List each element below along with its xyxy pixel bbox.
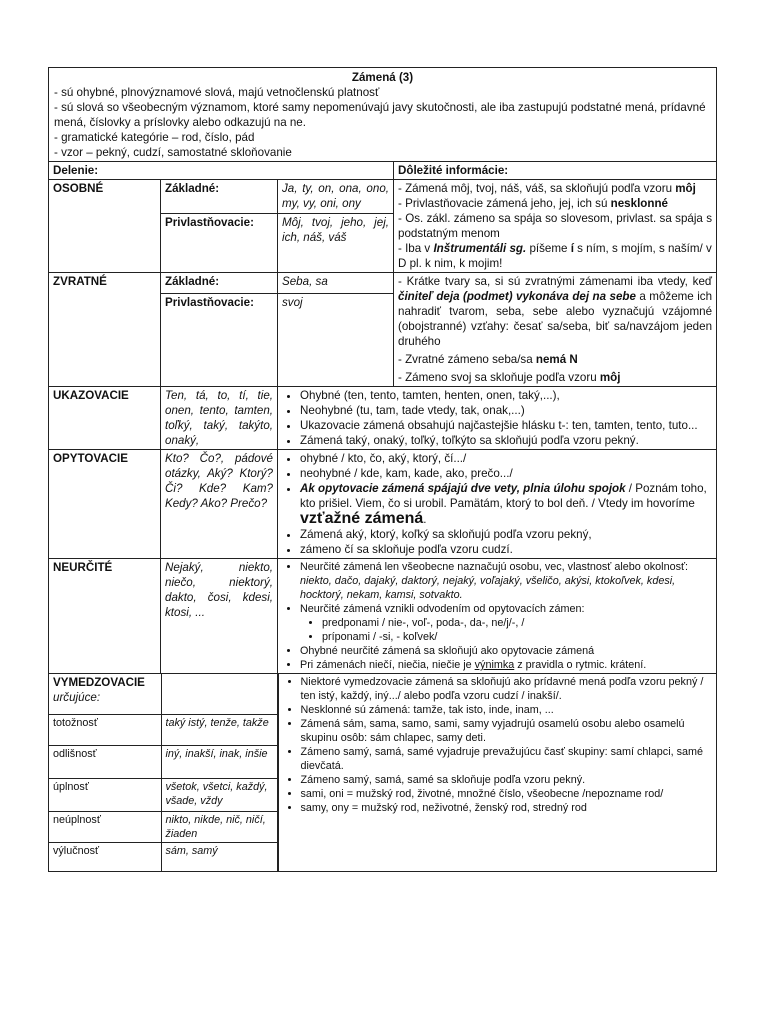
intro-line: - sú slová so všeobecným významom, ktoré samy nepomenúvajú javy skutočnosti, ale iba zastupujú podstatné mená, prídavné mená, číslovky a príslovky alebo odkazujú na ne.	[54, 101, 706, 129]
list-item: • samy, ony = mužský rod, neživotné, ženský rod, stredný rod	[301, 801, 713, 815]
vymedzovacie-examples: všetok, všetci, každý, všade, vždy	[161, 779, 278, 812]
zvratne-zakladne-examples: Seba, sa	[278, 273, 394, 294]
neurcite-b4a: Pri zámenách niečí, niečia, niečie je	[300, 659, 475, 671]
osobne-label: OSOBNÉ	[49, 180, 161, 273]
osobne-info-4d: í	[570, 242, 574, 255]
osobne-zakladne-label: Základné:	[161, 180, 278, 214]
osobne-info-4c: píšeme	[526, 242, 571, 255]
intro-row	[49, 68, 717, 162]
zvratne-label: ZVRATNÉ	[49, 273, 161, 387]
list-item: • Niektoré vymedzovacie zámená sa skloňujú ako prídavné mená podľa vzoru pekný / ten istý, každý, iný.../ alebo podľa vzoru cudzí / inakší/.	[301, 675, 713, 703]
vymedzovacie-label: VYMEDZOVACIE	[53, 676, 145, 689]
zvratne-info-2: - Zvratné zámeno seba/sa	[398, 353, 536, 366]
vymedzovacie-subtable	[49, 674, 278, 871]
neurcite-info	[278, 559, 717, 674]
header-delenie: Delenie:	[49, 162, 394, 180]
neurcite-b1b: niekto, dačo, dajaký, daktorý, nejaký, voľajaký, všeličo, akýsi, ktokoľvek, kdesi, hocktorý, nekam, kamsi, sotvakto.	[300, 575, 676, 601]
header-info: Dôležité informácie:	[394, 162, 717, 180]
vymedzovacie-empty	[161, 674, 278, 715]
zvratne-info	[394, 273, 717, 387]
vymedzovacie-left	[49, 674, 278, 872]
neurcite-label: NEURČITÉ	[49, 559, 161, 674]
vymedzovacie-examples: taký istý, tenže, takže	[161, 715, 278, 746]
list-item	[300, 658, 712, 672]
list-item: • ohybné / kto, čo, aký, ktorý, čí.../	[300, 451, 712, 466]
vymedzovacie-type: výlučnosť	[49, 843, 161, 872]
ukazovacie-info	[278, 387, 717, 450]
zvratne-info-3-bold: môj	[599, 371, 621, 384]
osobne-info-4a: - Iba v	[398, 242, 434, 255]
page-title: Zámená (3)	[351, 71, 414, 84]
list-item: • Nesklonné sú zámená: tamže, tak isto, inde, inam, ...	[301, 703, 713, 717]
vymedzovacie-type: odlišnosť	[49, 746, 161, 779]
osobne-info-1-bold: môj	[675, 182, 696, 195]
zvratne-zakladne-label: Základné:	[161, 273, 278, 294]
neurcite-b4c: z pravidla o rytmic. krátení.	[514, 659, 647, 671]
intro-line: - sú ohybné, plnovýznamové slová, majú vetnočlenskú platnosť	[54, 86, 380, 99]
osobne-privl-label: Privlastňovacie:	[161, 214, 278, 273]
zvratne-info-3: - Zámeno svoj sa skloňuje podľa vzoru	[398, 371, 600, 384]
opytovacie-b3a: Ak opytovacie zámená spájajú dve vety, plnia úlohu spojok	[300, 482, 626, 495]
list-item: • zámeno čí sa skloňuje podľa vzoru cudzí.	[300, 542, 712, 557]
list-item	[300, 481, 712, 527]
opytovacie-info	[278, 450, 717, 559]
vymedzovacie-sublabel: určujúce:	[53, 691, 101, 704]
osobne-privl-examples: Môj, tvoj, jeho, jej, ich, náš, váš	[278, 214, 394, 273]
osobne-info-2: - Privlastňovacie zámená jeho, jej, ich sú	[398, 197, 611, 210]
vymedzovacie-examples: nikto, nikde, nič, ničí, žiaden	[161, 812, 278, 843]
list-item: • Neurčité zámená vznikli odvodením od opytovacích zámen:	[300, 602, 712, 616]
neurcite-examples: Nejaký, niekto, niečo, niektorý, dakto, čosi, kdesi, ktosi, ...	[161, 559, 278, 674]
list-item: • Zámená sám, sama, samo, sami, samy vyjadrujú osamelú osobu alebo osamelú skupinu osôb: sám chlapec, samy deti.	[301, 717, 713, 745]
neurcite-row	[49, 559, 717, 674]
osobne-info	[394, 180, 717, 273]
vymedzovacie-type: neúplnosť	[49, 812, 161, 843]
zvratne-info-1a: - Krátke tvary sa, si sú zvratnými zámenami iba vtedy, keď	[398, 275, 713, 288]
vymedzovacie-examples: iný, inakší, inak, inšie	[161, 746, 278, 779]
ukazovacie-examples: Ten, tá, to, tí, tie, onen, tento, tamten, toľký, taký, takýto, onaký,	[161, 387, 278, 450]
list-item: • príponami / -si, - koľvek/	[322, 630, 712, 644]
zvratne-privl-label: Privlastňovacie:	[161, 294, 278, 387]
document-page	[48, 67, 716, 872]
osobne-info-4b: Inštrumentáli sg.	[433, 242, 527, 255]
osobne-info-4e: s ním, s mojím, s naším/ v D pl. k nim, k mojim!	[398, 242, 712, 270]
list-item: • neohybné / kde, kam, kade, ako, prečo.../	[300, 466, 712, 481]
osobne-zakladne-examples: Ja, ty, on, ona, ono, my, vy, oni, ony	[278, 180, 394, 214]
zvratne-info-1b: činiteľ deja (podmet) vykonáva dej na sebe	[398, 290, 636, 303]
list-item: • predponami / nie-, voľ-, poda-, da-, ne/j/-, /	[322, 616, 712, 630]
vymedzovacie-info	[278, 674, 717, 872]
vymedzovacie-examples: sám, samý	[161, 843, 278, 872]
list-item: • Zámená taký, onaký, toľký, toľkýto sa skloňujú podľa vzoru pekný.	[300, 433, 712, 448]
vymedzovacie-type: totožnosť	[49, 715, 161, 746]
list-item: • Ohybné (ten, tento, tamten, henten, onen, taký,...),	[300, 388, 712, 403]
zvratne-info-1c: a môžeme ich nahradiť tvarom, seba, sebe alebo vyznačujú vzájomné (obojstranné) vzťahy: česať sa/seba, biť sa/navzájom jeden druhého	[398, 290, 713, 348]
intro-cell	[49, 68, 717, 162]
list-item: • Ohybné neurčité zámená sa skloňujú ako opytovacie zámená	[300, 644, 712, 658]
intro-line: - gramatické kategórie – rod, číslo, pád	[54, 131, 255, 144]
osobne-row-1	[49, 180, 717, 214]
list-item: • Zámená aký, ktorý, koľký sa skloňujú podľa vzoru pekný,	[300, 527, 712, 542]
osobne-info-2-bold: nesklonné	[610, 197, 668, 210]
vymedzovacie-row	[49, 674, 717, 872]
opytovacie-b3c: vzťažné zámená	[300, 510, 424, 527]
opytovacie-b3b: / Poznám toho, kto prišiel. Viem, čo si urobil. Pamätám, ktorý to bol deň. / Vtedy im hovoríme	[300, 482, 707, 510]
list-item: • Neohybné (tu, tam, tade vtedy, tak, onak,...)	[300, 403, 712, 418]
neurcite-b4b: výnimka	[474, 659, 515, 671]
opytovacie-b3d: .	[423, 513, 427, 526]
opytovacie-label: OPYTOVACIE	[49, 450, 161, 559]
vymedzovacie-type: úplnosť	[49, 779, 161, 812]
ukazovacie-label: UKAZOVACIE	[49, 387, 161, 450]
list-item: • sami, oni = mužský rod, životné, množné číslo, všeobecne /nepozname rod/	[301, 787, 713, 801]
pronouns-table	[48, 67, 717, 872]
intro-line: - vzor – pekný, cudzí, samostatné skloňovanie	[54, 146, 292, 159]
zvratne-privl-examples: svoj	[278, 294, 394, 387]
zvratne-info-2-bold: nemá N	[535, 353, 578, 366]
opytovacie-examples: Kto? Čo?, pádové otázky, Aký? Ktorý? Či? Kde? Kam? Kedy? Ako? Prečo?	[161, 450, 278, 559]
list-item: • Zámeno samý, samá, samé vyjadruje prevažujúcu časť skupiny: samí chlapci, samé dievčatá.	[301, 745, 713, 773]
list-item: • Ukazovacie zámená obsahujú najčastejšie hlásku t-: ten, tamten, tento, tuto...	[300, 418, 712, 433]
vymedzovacie-label-cell	[49, 674, 161, 715]
opytovacie-row	[49, 450, 717, 559]
header-row	[49, 162, 717, 180]
list-item	[300, 560, 712, 602]
list-item: • Zámeno samý, samá, samé sa skloňuje podľa vzoru pekný.	[301, 773, 713, 787]
osobne-info-1: - Zámená môj, tvoj, náš, váš, sa skloňujú podľa vzoru	[398, 182, 676, 195]
ukazovacie-row	[49, 387, 717, 450]
zvratne-row-1	[49, 273, 717, 294]
osobne-info-3: - Os. zákl. zámeno sa spája so slovesom, privlast. sa spája s podstatným menom	[398, 212, 713, 240]
neurcite-b1a: Neurčité zámená len všeobecne naznačujú osobu, vec, vlastnosť alebo okolnosť:	[300, 561, 689, 573]
